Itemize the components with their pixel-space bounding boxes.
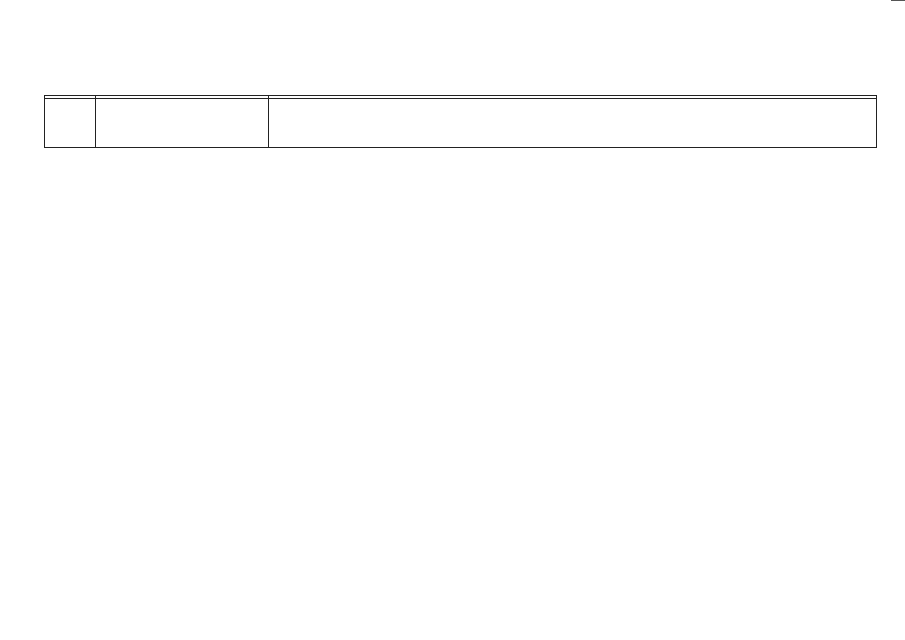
table-row-7-11 [45,99,877,148]
municipality-name [96,99,269,148]
cell-services [269,99,877,148]
corner-mark [891,0,905,5]
note-block [269,99,876,147]
row-number [45,99,96,148]
document-table [44,95,877,148]
